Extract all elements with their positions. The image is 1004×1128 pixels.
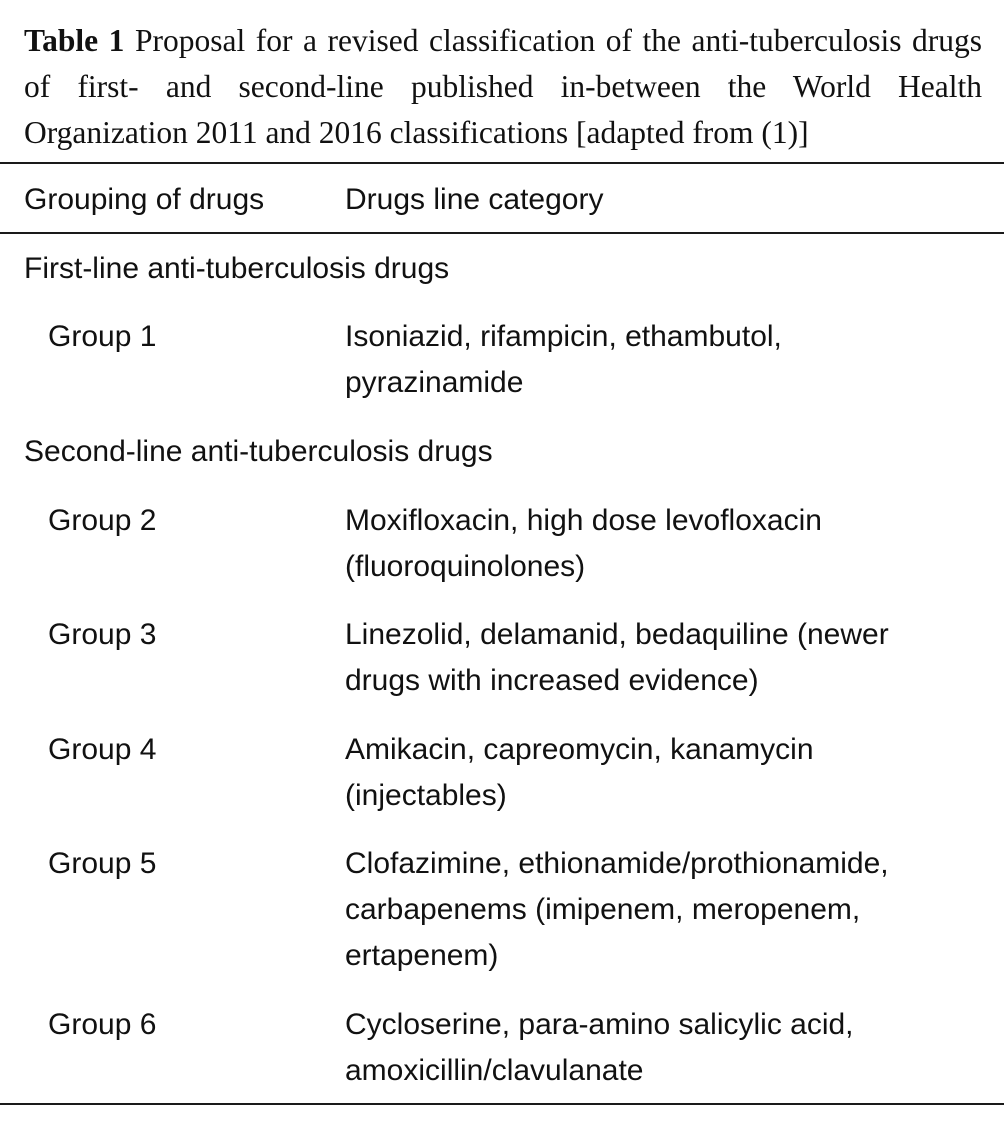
table-top-rule bbox=[0, 162, 1004, 164]
group-1-drugs-line-2: pyrazinamide bbox=[345, 366, 524, 399]
group-label-2: Group 2 bbox=[48, 504, 157, 537]
group-5-drugs-line-2: carbapenems (imipenem, meropenem, bbox=[345, 893, 861, 926]
group-2-drugs-line-1: Moxifloxacin, high dose levofloxacin bbox=[345, 504, 822, 537]
table-label: Table 1 bbox=[24, 23, 125, 58]
group-6-drugs-line-2: amoxicillin/clavulanate bbox=[345, 1054, 644, 1087]
group-label-4: Group 4 bbox=[48, 733, 157, 766]
group-label-1: Group 1 bbox=[48, 320, 157, 353]
group-5-drugs-line-3: ertapenem) bbox=[345, 939, 499, 972]
table-header-rule bbox=[0, 232, 1004, 234]
group-6-drugs-line-1: Cycloserine, para-amino salicylic acid, bbox=[345, 1008, 854, 1041]
group-4-drugs-line-2: (injectables) bbox=[345, 779, 507, 812]
group-label-6: Group 6 bbox=[48, 1008, 157, 1041]
group-3-drugs-line-1: Linezolid, delamanid, bedaquiline (newer bbox=[345, 618, 889, 651]
group-1-drugs-line-1: Isoniazid, rifampicin, ethambutol, bbox=[345, 320, 782, 353]
section-title-first-line: First-line anti-tuberculosis drugs bbox=[24, 252, 450, 285]
group-2-drugs-line-2: (fluoroquinolones) bbox=[345, 550, 586, 583]
table-caption-text: Proposal for a revised classification of the anti-tuberculosis drugs of first- and second-line published in-between the World Health Organization 2011 and 2016 classifications [adapted from (1)] bbox=[24, 23, 982, 150]
group-label-3: Group 3 bbox=[48, 618, 157, 651]
group-3-drugs-line-2: drugs with increased evidence) bbox=[345, 664, 759, 697]
group-5-drugs-line-1: Clofazimine, ethionamide/prothionamide, bbox=[345, 847, 889, 880]
header-drugs-line-category: Drugs line category bbox=[345, 183, 604, 216]
group-label-5: Group 5 bbox=[48, 847, 157, 880]
section-title-second-line: Second-line anti-tuberculosis drugs bbox=[24, 435, 493, 468]
group-4-drugs-line-1: Amikacin, capreomycin, kanamycin bbox=[345, 733, 814, 766]
header-grouping: Grouping of drugs bbox=[24, 183, 265, 216]
table-bottom-rule bbox=[0, 1103, 1004, 1105]
table-caption bbox=[24, 18, 982, 156]
